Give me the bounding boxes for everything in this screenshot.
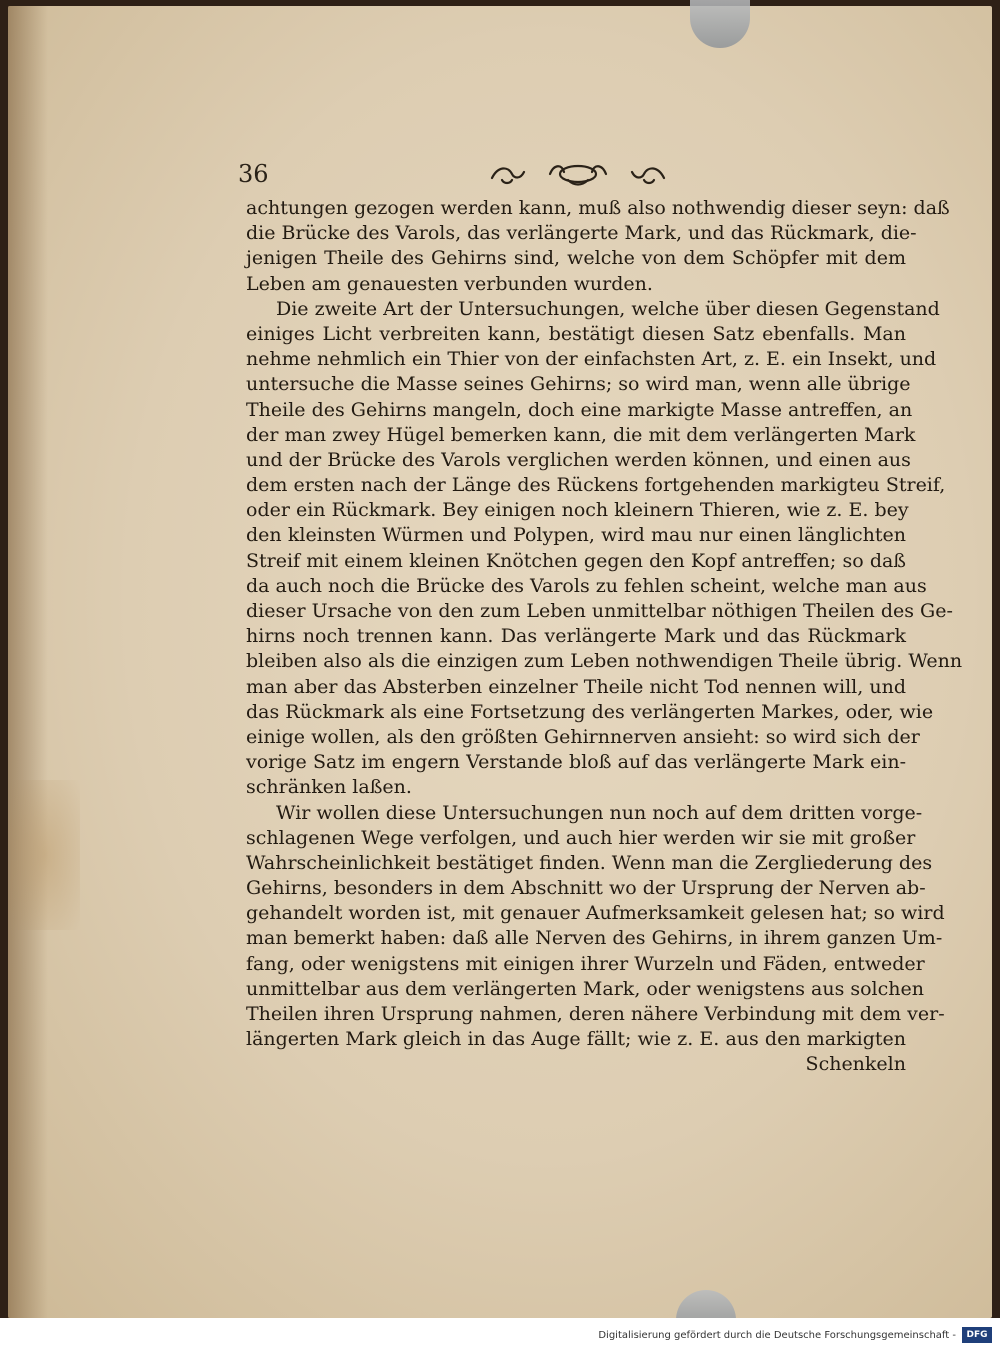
page-number: 36 [238, 160, 269, 188]
catchword: Schenkeln [805, 1053, 906, 1076]
text-line: hirns noch trennen kann. Das verlängerte Mark und das Rückmark [246, 625, 906, 648]
text-line: längerten Mark gleich in das Auge fällt; wie z. E. aus den markigten [246, 1028, 906, 1051]
text-line: Streif mit einem kleinen Knötchen gegen den Kopf antreffen; so daß [246, 549, 906, 572]
paper-stain [10, 780, 80, 930]
text-line: Theile des Gehirns mangeln, doch eine markigte Masse antreffen, an [246, 398, 913, 421]
text-line: schlagenen Wege verfolgen, und auch hier werden wir sie mit großer [246, 826, 916, 849]
text-line: Wir wollen diese Untersuchungen nun noch auf dem dritten vorge- [276, 801, 923, 824]
text-line: Gehirns, besonders in dem Abschnitt wo der Ursprung der Nerven ab- [246, 877, 926, 900]
body-text [246, 196, 963, 1078]
text-line: Theilen ihren Ursprung nahmen, deren nähere Verbindung mit dem ver- [246, 1003, 945, 1025]
text-line: achtungen gezogen werden kann, muß also nothwendig dieser seyn: daß [246, 197, 950, 219]
text-line: vorige Satz im engern Verstande bloß auf das verlängerte Mark ein- [246, 751, 906, 774]
text-line: man bemerkt haben: daß alle Nerven des Gehirns, in ihrem ganzen Um- [246, 927, 943, 950]
footer-bar [0, 1318, 1000, 1350]
text-line: dieser Ursache von den zum Leben unmittelbar nöthigen Theilen des Ge- [246, 600, 953, 622]
text-line: nehme nehmlich ein Thier von der einfachsten Art, z. E. ein Insekt, und [246, 348, 937, 371]
text-line: einiges Licht verbreiten kann, bestätigt diesen Satz ebenfalls. Man [246, 322, 906, 345]
text-line: die Brücke des Varols, das verlängerte Mark, und das Rückmark, die- [246, 222, 917, 245]
text-line: dem ersten nach der Länge des Rückens fortgehenden markigteu Streif, [246, 474, 946, 497]
text-line: der man zwey Hügel bemerken kann, die mit dem verlängerten Mark [246, 423, 916, 446]
text-line: fang, oder wenigstens mit einigen ihrer Wurzeln und Fäden, entweder [246, 952, 925, 975]
dfg-logo: DFG [962, 1327, 992, 1343]
text-line: Wahrscheinlichkeit bestätiget finden. Wenn man die Zergliederung des [246, 851, 933, 874]
text-line: einige wollen, als den größten Gehirnnerven ansieht: so wird sich der [246, 725, 920, 748]
header-ornament [488, 158, 668, 188]
funding-credit: Digitalisierung gefördert durch die Deutsche Forschungsgemeinschaft - [598, 1330, 956, 1341]
gutter-shadow [8, 6, 48, 1318]
text-line: Leben am genauesten verbunden wurden. [246, 272, 653, 295]
text-line: jenigen Theile des Gehirns sind, welche von dem Schöpfer mit dem [246, 247, 906, 270]
text-line: oder ein Rückmark. Bey einigen noch kleinern Thieren, wie z. E. bey [246, 499, 909, 522]
text-line: schränken laßen. [246, 776, 412, 799]
text-line: und der Brücke des Varols verglichen werden können, und einen aus [246, 448, 911, 471]
text-line: den kleinsten Würmen und Polypen, wird mau nur einen länglichten [246, 524, 906, 547]
text-line: gehandelt worden ist, mit genauer Aufmerksamkeit gelesen hat; so wird [246, 902, 945, 925]
text-line: unmittelbar aus dem verlängerten Mark, oder wenigstens aus solchen [246, 977, 924, 1000]
text-line: das Rückmark als eine Fortsetzung des verlängerten Markes, oder, wie [246, 700, 934, 723]
text-line: man aber das Absterben einzelner Theile nicht Tod nennen will, und [246, 675, 906, 698]
text-line: Die zweite Art der Untersuchungen, welche über diesen Gegenstand [276, 297, 940, 320]
text-line: untersuche die Masse seines Gehirns; so wird man, wenn alle übrige [246, 373, 911, 396]
text-line: da auch noch die Brücke des Varols zu fehlen scheint, welche man aus [246, 574, 927, 597]
text-line: bleiben also als die einzigen zum Leben nothwendigen Theile übrig. Wenn [246, 650, 963, 673]
